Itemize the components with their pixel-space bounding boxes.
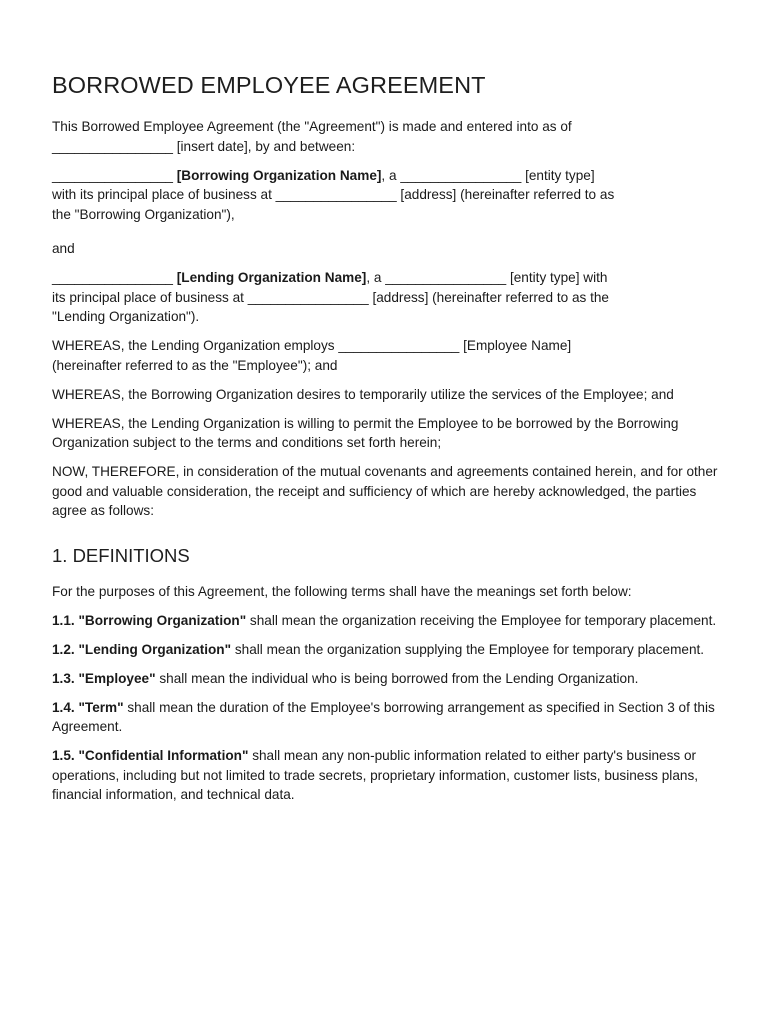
section-1-intro: For the purposes of this Agreement, the following terms shall have the meanings set forth below: bbox=[52, 583, 632, 599]
date-blank: ________________ bbox=[52, 138, 173, 154]
lending-defined-term: "Lending Organization"). bbox=[52, 309, 200, 324]
definition-1-5 bbox=[52, 746, 732, 805]
definition-term: 1.2. "Lending Organization" bbox=[52, 641, 232, 657]
and-text: and bbox=[52, 241, 75, 256]
definition-term: 1.3. "Employee" bbox=[52, 670, 156, 686]
now-therefore-paragraph: NOW, THEREFORE, in consideration of the mutual covenants and agreements contained herein, and for other good and valuable consideration, the receipt and sufficiency of which are hereby acknowledged, the parties agree as follows: bbox=[52, 464, 718, 518]
intro-paragraph bbox=[52, 117, 732, 156]
borrowing-address-post: [address] (hereinafter referred to as bbox=[400, 187, 615, 202]
lending-entity-type: [entity type] with bbox=[509, 270, 608, 285]
intro-text: This Borrowed Employee Agreement (the "Agreement") is made and entered into as of bbox=[52, 119, 572, 134]
definition-term: 1.1. "Borrowing Organization" bbox=[52, 612, 247, 628]
whereas-employs-pre: WHEREAS, the Lending Organization employs bbox=[52, 338, 335, 353]
lending-name-blank: ________________ bbox=[52, 270, 173, 285]
lending-after-name: , a bbox=[366, 270, 382, 285]
employee-name-blank: ________________ bbox=[338, 338, 460, 353]
definition-term: 1.5. "Confidential Information" bbox=[52, 748, 249, 763]
definition-1-1 bbox=[52, 611, 732, 631]
definition-text: shall mean the organization receiving the Employee for temporary placement. bbox=[246, 612, 717, 628]
lending-address-pre: its principal place of business at bbox=[52, 289, 244, 305]
definition-text: shall mean the duration of the Employee's borrowing arrangement as specified in Section 3 of this Agreement. bbox=[52, 699, 715, 734]
whereas-willing-paragraph: WHEREAS, the Lending Organization is willing to permit the Employee to be borrowed by the Borrowing Organization subject to the terms and conditions set forth herein; bbox=[52, 415, 679, 450]
definition-term: 1.4. "Term" bbox=[52, 699, 124, 715]
whereas-employs-paragraph bbox=[52, 336, 732, 375]
definition-1-4 bbox=[52, 698, 732, 737]
borrowing-entity-blank: ________________ bbox=[400, 167, 522, 183]
intro-tail: [insert date], by and between: bbox=[176, 138, 356, 154]
whereas-desires-paragraph: WHEREAS, the Borrowing Organization desires to temporarily utilize the services of the Employee; and bbox=[52, 386, 674, 402]
whereas-employs-line2: (hereinafter referred to as the "Employee"); and bbox=[52, 357, 338, 373]
definition-text: shall mean the individual who is being borrowed from the Lending Organization. bbox=[155, 670, 639, 686]
definition-1-2 bbox=[52, 640, 732, 660]
lending-party-paragraph bbox=[52, 268, 732, 327]
definition-text: shall mean any non-public information related to either party's business or operations, including but not limited to trade secrets, proprietary information, customer lists, business plans, financial information, and technical data. bbox=[52, 748, 699, 802]
document-title: BORROWED EMPLOYEE AGREEMENT bbox=[52, 72, 486, 98]
whereas-employs-post: [Employee Name] bbox=[463, 338, 572, 353]
definition-text: shall mean the organization supplying the Employee for temporary placement. bbox=[231, 641, 705, 657]
borrowing-name-blank: ________________ bbox=[52, 167, 173, 183]
lending-address-blank: ________________ bbox=[247, 289, 369, 305]
lending-entity-blank: ________________ bbox=[385, 270, 507, 285]
lending-org-name: [Lending Organization Name] bbox=[176, 270, 367, 285]
definition-1-3 bbox=[52, 669, 732, 689]
lending-address-post: [address] (hereinafter referred to as the bbox=[372, 289, 609, 305]
borrowing-after-name: , a bbox=[381, 167, 397, 183]
borrowing-defined-term: the "Borrowing Organization"), bbox=[52, 206, 235, 222]
borrowing-org-name: [Borrowing Organization Name] bbox=[176, 167, 382, 183]
borrowing-entity-type: [entity type] bbox=[525, 167, 595, 183]
document-page bbox=[52, 70, 732, 814]
borrowing-address-pre: with its principal place of business at bbox=[52, 187, 272, 202]
borrowing-party-paragraph bbox=[52, 166, 732, 225]
section-1-heading: 1. DEFINITIONS bbox=[52, 544, 190, 566]
borrowing-address-blank: ________________ bbox=[275, 187, 397, 202]
